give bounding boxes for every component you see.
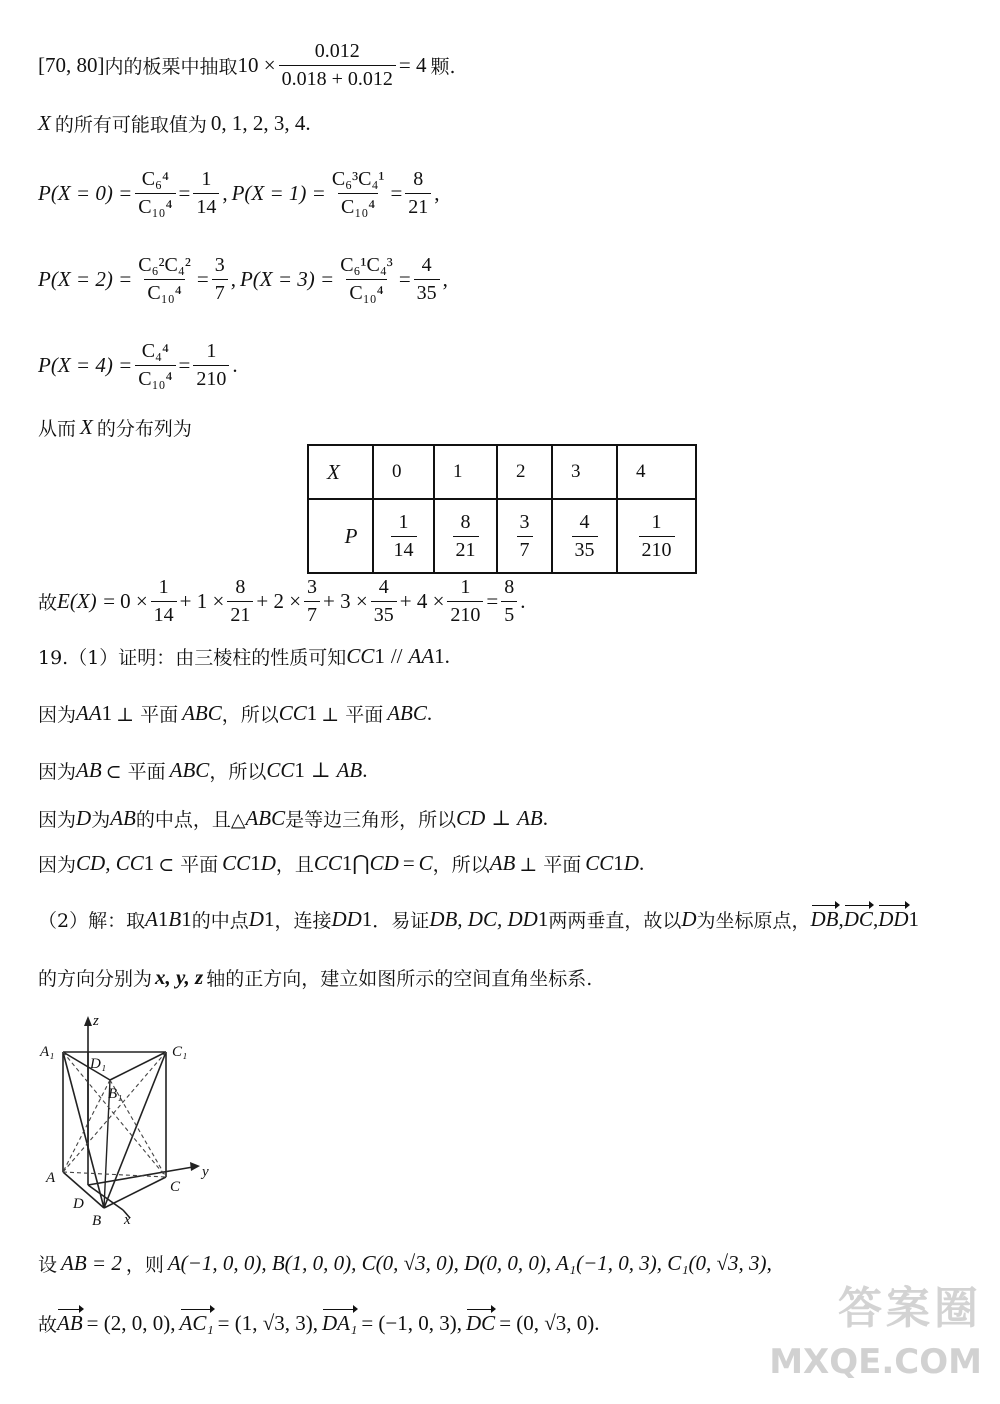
dist-intro: 从而 X 的分布列为 (38, 415, 192, 440)
p-value: $\frac{1}{210}$ (617, 499, 696, 573)
row-header-p: P (308, 499, 373, 573)
sampling-result: = 4 (398, 53, 427, 77)
table-row-x (308, 445, 696, 499)
interval: [70, 80] (38, 53, 105, 77)
prob-value: $\frac{8}{21}$ (405, 168, 431, 219)
sampling-text: 内的板栗中抽取 (104, 56, 238, 78)
q19-head: 19.（1）证明：由三棱柱的性质可知 CC 1 // AA 1 . (38, 644, 450, 669)
label-d: D (73, 1196, 84, 1212)
p-value: $\frac{8}{21}$ (434, 499, 497, 573)
prob-value: $\frac{4}{35}$ (414, 254, 440, 305)
var-x: X (38, 111, 51, 135)
label-x: x (124, 1212, 131, 1228)
sampling-unit: 颗. (430, 56, 456, 78)
sampling-fraction: $\frac{0.012}{0.018 + 0.012}$ (279, 40, 396, 91)
p-value: $\frac{3}{7}$ (497, 499, 552, 573)
x-value: 2 (497, 445, 552, 499)
watermark-url: MXQE.COM (769, 1342, 982, 1382)
p-value: $\frac{1}{14}$ (373, 499, 434, 573)
expectation-line: 故 E(X) = 0 × $\frac{1}{14}$ + 1 × $\frac{8}{21}$ + 2 × $\frac{3}{7}$ + 3 × $\frac{4}{35}$ + 4 × $\frac{1}{210}$ = $\frac{8}{5}$ . (38, 576, 526, 626)
expectation-lhs: E(X) = (57, 589, 117, 613)
prob-value: $\frac{3}{7}$ (212, 254, 228, 305)
label-b1: B₁ (108, 1086, 123, 1102)
label-c1: C₁ (172, 1044, 188, 1060)
x-value: 4 (617, 445, 696, 499)
q19-part2-line1: （2）解：取 A 1 B 1 的中点 D 1 ，连接 DD 1 ．易证 DB, DC, DD 1 两两垂直，故以 D 为坐标原点， DB , DC , DD 1 (38, 907, 920, 932)
prob-lhs: P(X = 1) = (231, 181, 326, 205)
label-c: C (170, 1179, 181, 1195)
q19-line-2: 因为 AA 1 ⊥ 平面 ABC ，所以 CC 1 ⊥ 平面 ABC . (38, 701, 433, 726)
values-text: 的所有可能取值为 (54, 114, 207, 136)
q19-part2-line2: 的方向分别为 x, y, z 轴的正方向，建立如图所示的空间直角坐标系. (38, 965, 593, 990)
table-row-p (308, 499, 696, 573)
prob-lhs: P(X = 3) = (239, 267, 335, 291)
prob-lhs: P(X = 4) = (38, 353, 133, 377)
x-value: 3 (552, 445, 617, 499)
comb-fraction: $\frac{\text{C₆¹C₄³}}{\text{C₁₀⁴}}$ (340, 254, 393, 304)
prism-figure (38, 1010, 228, 1230)
coordinates-line: 设 AB = 2 ，则 A(−1, 0, 0), B(1, 0, 0), C(0, √3, 0), D(0, 0, 0), A₁(−1, 0, 3), C₁(0, √3, 3) , (38, 1251, 772, 1276)
prob-line-3: P(X = 4) = $\frac{\text{C₄⁴}}{\text{C₁₀⁴}}$ = $\frac{1}{210}$ . (38, 340, 238, 390)
x-value: 0 (373, 445, 434, 499)
z-arrow-icon (84, 1016, 92, 1026)
prob-lhs: P(X = 0) = (38, 181, 133, 205)
expectation-result: $\frac{8}{5}$ (501, 576, 517, 627)
row-header-x: X (308, 445, 373, 499)
distribution-table (307, 444, 697, 574)
comb-fraction: $\frac{\text{C₆²C₄²}}{\text{C₁₀⁴}}$ (138, 254, 191, 304)
label-d1: D₁ (90, 1056, 107, 1072)
q19-line-3: 因为 AB ⊂ 平面 ABC ，所以 CC 1 ⊥ AB . (38, 758, 368, 783)
label-a: A (46, 1170, 56, 1186)
q19-line-4: 因为 D 为 AB 的中点，且△ ABC 是等边三角形，所以 CD ⊥ AB . (38, 806, 549, 831)
comb-fraction: $\frac{\text{C₆³C₄¹}}{\text{C₁₀⁴}}$ (331, 168, 385, 218)
x-value: 1 (434, 445, 497, 499)
label-a1: A₁ (40, 1044, 55, 1060)
vectors-line: 故 AB = (2, 0, 0), AC₁ = (1, √3, 3), DA₁ = (−1, 0, 3), DC = (0, √3, 0). (38, 1311, 600, 1336)
watermark-logo: 答案圈 (838, 1283, 982, 1334)
label-b: B (92, 1213, 102, 1229)
prob-line-1: P(X = 0) = $\frac{\text{C₆⁴}}{\text{C₁₀⁴}}$ = $\frac{1}{14}$ , P(X = 1) = $\frac{\text{C₆³C₄¹}}{\text{C₁₀⁴}}$ = $\frac{8}{21}$ , (38, 168, 440, 218)
comb-fraction: $\frac{\text{C₄⁴}}{\text{C₁₀⁴}}$ (135, 340, 175, 391)
prob-line-2: P(X = 2) = $\frac{\text{C₆²C₄²}}{\text{C₁₀⁴}}$ = $\frac{3}{7}$ , P(X = 3) = $\frac{\text{C₆¹C₄³}}{\text{C₁₀⁴}}$ = $\frac{4}{35}$ , (38, 254, 448, 304)
prob-value: $\frac{1}{14}$ (193, 168, 219, 219)
prob-value: $\frac{1}{210}$ (193, 340, 229, 391)
q19-line-5: 因为 CD, CC 1 ⊂ 平面 CC 1 D ，且 CC 1 ⋂ CD = C ，所以 AB ⊥ 平面 CC 1 D . (38, 851, 645, 876)
prob-lhs: P(X = 2) = (38, 267, 133, 291)
values-list: 0, 1, 2, 3, 4 (210, 111, 306, 135)
comb-fraction: $\frac{\text{C₆⁴}}{\text{C₁₀⁴}}$ (135, 168, 175, 219)
values-line: X 的所有可能取值为 0, 1, 2, 3, 4 . (38, 111, 311, 136)
sampling-line (38, 40, 456, 91)
y-arrow-icon (190, 1162, 200, 1171)
label-y: y (202, 1164, 209, 1180)
label-z: z (93, 1013, 99, 1029)
watermark (769, 1272, 982, 1382)
sampling-expr: 10 × (237, 53, 276, 77)
p-value: $\frac{4}{35}$ (552, 499, 617, 573)
